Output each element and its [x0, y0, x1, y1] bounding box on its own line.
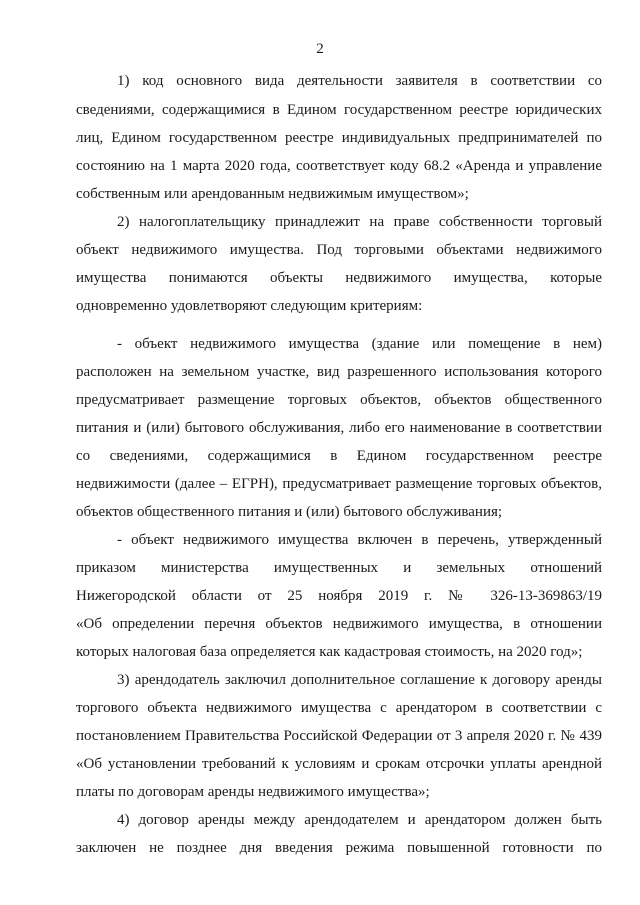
text-line-20: «Об определении перечня объектов недвижимого имущества, в отношении [76, 616, 602, 632]
text-line-5: собственным или арендованным недвижимым имуществом»; [76, 186, 469, 202]
text-line-25: «Об установлении требований к условиям и срокам отсрочки уплаты арендной [76, 756, 602, 772]
text-line-23: торгового объекта недвижимого имущества с арендатором в соответствии с [76, 700, 602, 716]
text-line-17-first: - объект недвижимого имущества включен в перечень, утвержденный [117, 532, 602, 548]
text-line-1-first: 1) код основного вида деятельности заявителя в соответствии со [117, 73, 602, 89]
text-line-24: постановлением Правительства Российской Федерации от 3 апреля 2020 г. № 439 [76, 728, 602, 744]
text-line-13: питания и (или) бытового обслуживания, либо его наименование в соответствии [76, 420, 602, 436]
text-line-16: объектов общественного питания и (или) бытового обслуживания; [76, 504, 503, 520]
page-number: 2 [316, 41, 324, 57]
text-line-10-first: - объект недвижимого имущества (здание или помещение в нем) [117, 336, 602, 352]
text-line-28: заключен не позднее дня введения режима повышенной готовности по [76, 840, 602, 856]
text-line-19: Нижегородской области от 25 ноября 2019 г. № 326-13-369863/19 [76, 588, 602, 604]
text-line-21: которых налоговая база определяется как кадастровая стоимость, на 2020 год»; [76, 644, 583, 660]
text-line-26: платы по договорам аренды недвижимого имущества»; [76, 784, 430, 800]
text-line-14: со сведениями, содержащимися в Едином государственном реестре [76, 448, 602, 464]
text-line-7: объект недвижимого имущества. Под торговыми объектами недвижимого [76, 242, 602, 258]
text-line-2: сведениями, содержащимися в Едином государственном реестре юридических [76, 102, 602, 118]
text-line-4: состоянию на 1 марта 2020 года, соответствует коду 68.2 «Аренда и управление [76, 158, 602, 174]
text-line-12: предусматривает размещение торговых объектов, объектов общественного [76, 392, 602, 408]
text-line-15: недвижимости (далее – ЕГРН), предусматривает размещение торговых объектов, [76, 476, 602, 492]
text-line-18: приказом министерства имущественных и земельных отношений [76, 560, 602, 576]
text-line-6-first: 2) налогоплательщику принадлежит на праве собственности торговый [117, 214, 602, 230]
text-line-3: лиц, Едином государственном реестре индивидуальных предпринимателей по [76, 130, 602, 146]
text-line-27-first: 4) договор аренды между арендодателем и арендатором должен быть [117, 812, 602, 828]
text-line-22-first: 3) арендодатель заключил дополнительное соглашение к договору аренды [117, 672, 602, 688]
text-line-8: имущества понимаются объекты недвижимого имущества, которые [76, 270, 602, 286]
text-line-9: одновременно удовлетворяют следующим критериям: [76, 298, 423, 314]
text-line-11: расположен на земельном участке, вид разрешенного использования которого [76, 364, 602, 380]
